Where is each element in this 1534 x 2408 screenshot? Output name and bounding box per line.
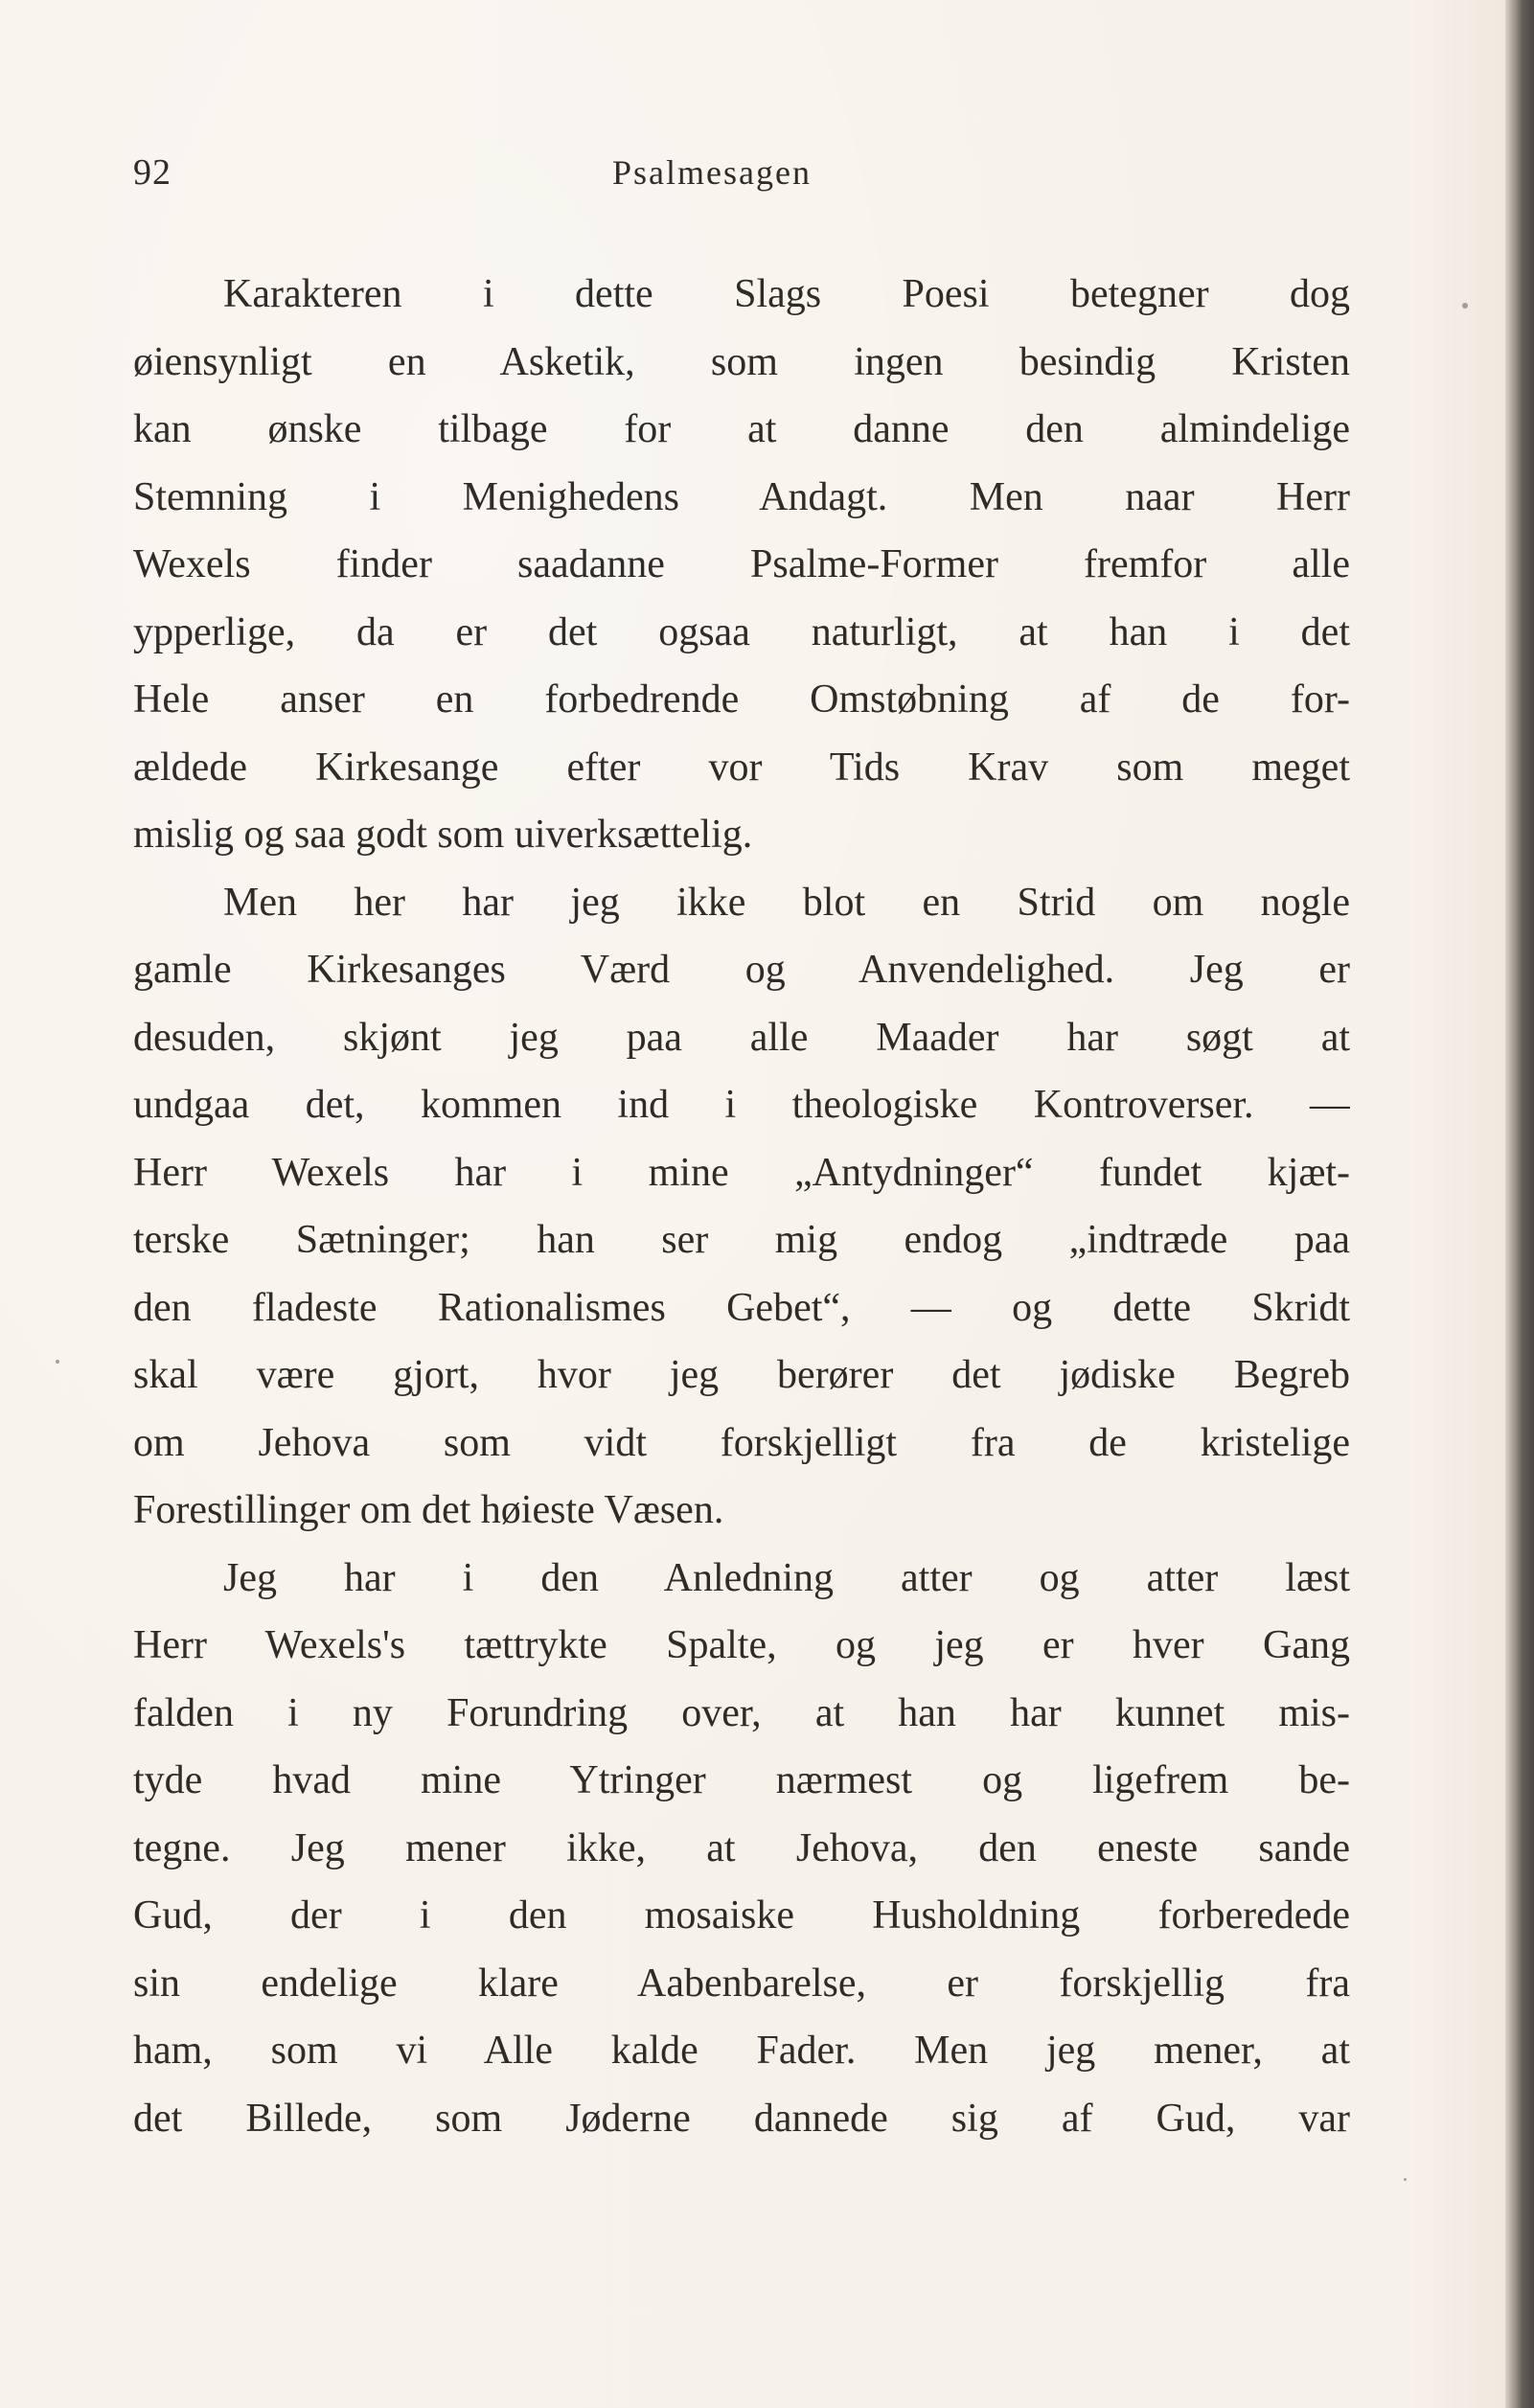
text-line: falden i ny Forundring over, at han har kunnet mis- (133, 1690, 1350, 1735)
text-line: tegne. Jeg mener ikke, at Jehova, den eneste sande (133, 1825, 1350, 1870)
text-line: mislig og saa godt som uiverksættelig. (133, 813, 753, 857)
text-line: Gud, der i den mosaiske Husholdning forberedede (133, 1893, 1350, 1938)
text-line: ypperlige, da er det ogsaa naturligt, at han i det (133, 609, 1350, 654)
paragraph (133, 869, 1350, 1545)
text-line: Herr Wexels har i mine „Antydninger“ fundet kjæt- (133, 1150, 1350, 1195)
text-line: Jeg har i den Anledning atter og atter læst (223, 1555, 1350, 1600)
text-line: Stemning i Menighedens Andagt. Men naar Herr (133, 474, 1350, 519)
text-line: tyde hvad mine Ytringer nærmest og ligefrem be- (133, 1758, 1350, 1802)
ink-speck (1462, 303, 1468, 309)
paragraph (133, 1545, 1350, 2153)
page-edge-shadow (1505, 0, 1534, 2408)
body-text (133, 261, 1350, 2152)
text-line: Hele anser en forbedrende Omstøbning af de for- (133, 677, 1350, 722)
text-line: terske Sætninger; han ser mig endog „indtræde paa (133, 1218, 1350, 1262)
ink-speck (1404, 2178, 1407, 2181)
text-line: øiensynligt en Asketik, som ingen besindig Kristen (133, 339, 1350, 384)
text-line: Men her har jeg ikke blot en Strid om nogle (223, 880, 1350, 925)
text-line: Forestillinger om det høieste Væsen. (133, 1488, 724, 1532)
paragraph (133, 261, 1350, 869)
ink-speck (56, 1360, 59, 1364)
running-title: Psalmesagen (612, 153, 812, 192)
text-line: kan ønske tilbage for at danne den almindelige (133, 407, 1350, 451)
text-line: om Jehova som vidt forskjelligt fra de kristelige (133, 1420, 1350, 1465)
text-line: undgaa det, kommen ind i theologiske Kontroverser. — (133, 1083, 1350, 1127)
text-line: Karakteren i dette Slags Poesi betegner dog (223, 272, 1350, 316)
text-line: Wexels finder saadanne Psalme-Former fremfor alle (133, 542, 1350, 586)
text-line: ældede Kirkesange efter vor Tids Krav som meget (133, 745, 1350, 790)
text-line: skal være gjort, hvor jeg berører det jødiske Begreb (133, 1353, 1350, 1397)
text-line: ham, som vi Alle kalde Fader. Men jeg mener, at (133, 2029, 1350, 2073)
text-line: desuden, skjønt jeg paa alle Maader har søgt at (133, 1015, 1350, 1060)
text-line: Herr Wexels's tættrykte Spalte, og jeg er hver Gang (133, 1623, 1350, 1667)
page-number: 92 (133, 152, 172, 193)
text-line: det Billede, som Jøderne dannede sig af Gud, var (133, 2096, 1350, 2141)
text-line: sin endelige klare Aabenbarelse, er forskjellig fra (133, 1961, 1350, 2006)
text-line: den fladeste Rationalismes Gebet“, — og dette Skridt (133, 1285, 1350, 1330)
text-line: gamle Kirkesanges Værd og Anvendelighed. Jeg er (133, 948, 1350, 992)
page-header (133, 149, 1340, 196)
